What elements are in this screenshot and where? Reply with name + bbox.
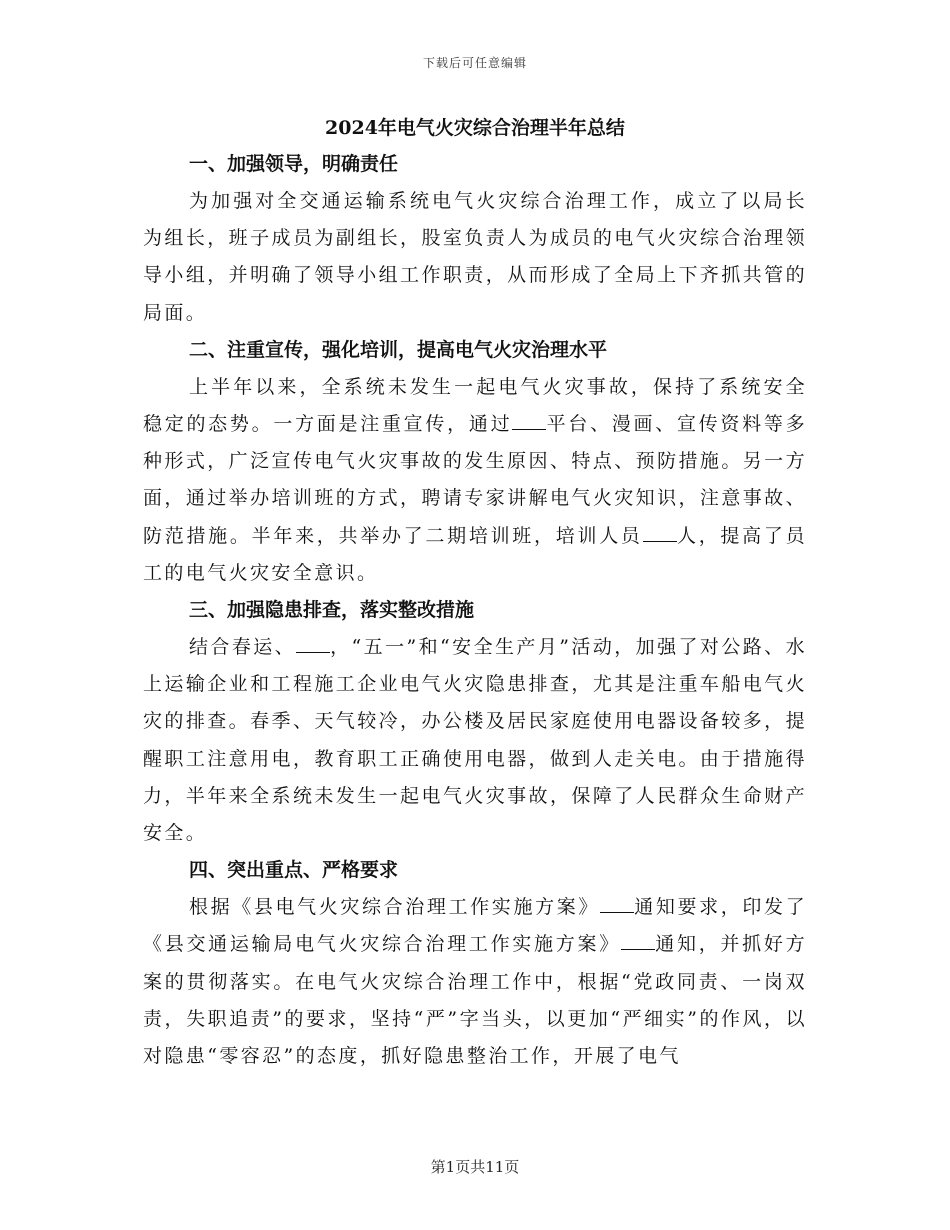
page-number: 第1页共11页 [430, 1158, 520, 1176]
paragraph [143, 889, 807, 1075]
page-header-note: 下载后可任意编辑 [422, 56, 527, 70]
section-heading: 二、注重宣传，强化培训，提高电气火灾治理水平 [189, 338, 608, 361]
section-2 [143, 332, 807, 592]
section-3 [143, 592, 807, 852]
paragraph-text: 人，提高了员工的电气火灾安全意识。 [143, 524, 807, 584]
paragraph-text: 根据《县电气火灾综合治理工作实施方案》 [189, 896, 600, 919]
section-heading: 四、突出重点、严格要求 [189, 859, 399, 882]
paragraph-text: 结合春运、 [189, 636, 297, 659]
paragraph [143, 369, 807, 592]
fill-blank [621, 931, 655, 950]
paragraph [143, 629, 807, 852]
paragraph-text: ，“五一”和“安全生产月”活动，加强了对公路、水上运输企业和工程施工企业电气火灾隐患排查，尤其是注重车船电气火灾的排查。春季、天气较冷，办公楼及居民家庭使用电器设备较多，提醒职工注意用电，教育职工正确使用电器，做到人走关电。由于措施得力，半年来全系统未发生一起电气火灾事故，保障了人民群众生命财产安全。 [143, 636, 807, 845]
section-heading: 一、加强领导，明确责任 [189, 153, 399, 175]
paragraph-text: 通知要求，印发了《县交通运输局电气火灾综合治理工作实施方案》 [143, 896, 808, 956]
section-4 [143, 852, 807, 1075]
fill-blank [643, 523, 677, 542]
fill-blank [600, 894, 634, 913]
section-heading: 三、加强隐患排查，落实整改措施 [189, 599, 475, 622]
paragraph-text: 平台、漫画、宣传资料等多种形式，广泛宣传电气火灾事故的发生原因、特点、预防措施。另一方面，通过举办培训班的方式，聘请专家讲解电气火灾知识，注意事故、防范措施。半年来，共举办了二期培训班，培训人员 [143, 413, 807, 547]
fill-blank [512, 411, 546, 430]
document-body [143, 110, 807, 1075]
section-1 [143, 146, 807, 332]
paragraph-text: 通知，并抓好方案的贯彻落实。在电气火灾综合治理工作中，根据“党政同责、一岗双责，失职追责”的要求，坚持“严”字当头，以更加“严细实”的作风，以对隐患“零容忍”的态度，抓好隐患整治工作，开展了电气 [143, 933, 807, 1068]
paragraph-text: 为加强对全交通运输系统电气火灾综合治理工作，成立了以局长为组长，班子成员为副组长，股室负责人为成员的电气火灾综合治理领导小组，并明确了领导小组工作职责，从而形成了全局上下齐抓共管的局面。 [143, 190, 807, 324]
paragraph [143, 183, 807, 332]
document-title: 2024年电气火灾综合治理半年总结 [325, 117, 625, 139]
fill-blank [296, 634, 330, 653]
paragraph-text: 上半年以来，全系统未发生一起电气火灾事故，保持了系统安全稳定的态势。一方面是注重宣传，通过 [143, 375, 807, 436]
